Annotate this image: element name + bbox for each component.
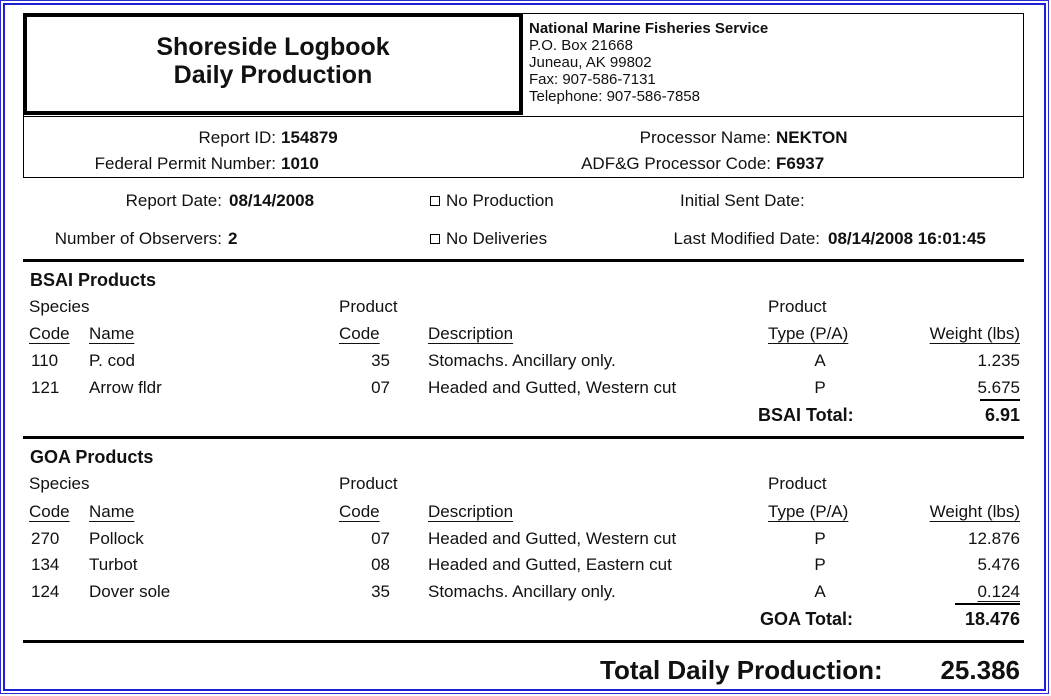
product-type: A [814, 351, 826, 370]
col-type: Type (P/A) [768, 502, 849, 521]
species-code: 121 [31, 378, 60, 397]
col-name: Name [89, 324, 135, 343]
no-deliveries-checkbox[interactable] [430, 234, 440, 244]
col-type: Type (P/A) [768, 324, 849, 343]
agency-block [529, 20, 768, 105]
species-code: 134 [31, 555, 60, 574]
col-code: Code [29, 324, 70, 343]
section-divider-bsai [23, 259, 1024, 262]
goa-total-value: 18.476 [964, 609, 1020, 629]
col-product-code: Code [339, 324, 380, 343]
col-name: Name [89, 502, 135, 521]
observers-value: 2 [228, 229, 238, 248]
report-id-label: Report ID: [198, 128, 276, 147]
bsai-total-label: BSAI Total: [758, 405, 854, 425]
product-description: Headed and Gutted, Western cut [428, 529, 677, 548]
processor-name-value: NEKTON [776, 128, 848, 147]
species-name: Dover sole [89, 582, 171, 601]
no-production-checkbox[interactable] [430, 196, 440, 206]
observers-label: Number of Observers: [54, 229, 222, 248]
title-line-1: Shoreside Logbook [156, 33, 390, 61]
title-line-2: Daily Production [173, 61, 373, 89]
bsai-total-value: 6.91 [984, 405, 1020, 425]
product-weight: 0.124 [977, 582, 1020, 601]
product-description: Stomachs. Ancillary only. [428, 351, 616, 370]
species-code: 110 [31, 351, 59, 370]
permit-label: Federal Permit Number: [94, 154, 276, 173]
agency-fax: Fax: 907-586-7131 [529, 71, 656, 88]
product-code: 35 [371, 351, 390, 370]
product-weight: 5.675 [977, 378, 1020, 397]
agency-name: National Marine Fisheries Service [529, 20, 769, 37]
processor-name-label: Processor Name: [639, 128, 771, 147]
product-code: 07 [371, 378, 390, 397]
report-id-value: 154879 [281, 128, 338, 147]
col-product: Product [339, 474, 398, 493]
title-box [23, 13, 523, 115]
product-code: 07 [371, 529, 390, 548]
col-product-code: Code [339, 502, 380, 521]
bsai-heading: BSAI Products [30, 270, 157, 290]
goa-heading: GOA Products [30, 447, 154, 467]
no-production-label: No Production [446, 191, 554, 210]
product-code: 35 [371, 582, 390, 601]
col-description: Description [428, 324, 514, 343]
col-species: Species [29, 474, 90, 493]
bsai-sum-line [980, 399, 1020, 401]
report-date-value: 08/14/2008 [229, 191, 315, 210]
col-weight: Weight (lbs) [929, 324, 1020, 343]
col-description: Description [428, 502, 514, 521]
species-name: Turbot [89, 555, 138, 574]
product-type: P [814, 555, 826, 574]
section-divider-total [23, 640, 1024, 643]
species-name: Arrow fldr [89, 378, 162, 397]
species-code: 124 [31, 582, 60, 601]
adfg-code-value: F6937 [776, 154, 825, 173]
initial-sent-label: Initial Sent Date: [680, 191, 805, 210]
adfg-code-label: ADF&G Processor Code: [581, 154, 771, 173]
header-divider [23, 116, 1024, 117]
species-code: 270 [31, 529, 60, 548]
col-product-2: Product [768, 474, 827, 493]
total-daily-production-label: Total Daily Production: [600, 655, 883, 685]
total-daily-production-value: 25.386 [940, 655, 1020, 685]
col-code: Code [29, 502, 70, 521]
agency-po-box: P.O. Box 21668 [529, 37, 633, 54]
agency-telephone: Telephone: 907-586-7858 [529, 88, 700, 105]
col-product-2: Product [768, 297, 827, 316]
no-deliveries-label: No Deliveries [446, 229, 548, 248]
product-weight: 5.476 [977, 555, 1020, 574]
last-modified-value: 08/14/2008 16:01:45 [828, 229, 986, 248]
product-type: P [814, 378, 826, 397]
col-weight: Weight (lbs) [929, 502, 1020, 521]
permit-value: 1010 [281, 154, 319, 173]
product-type: A [814, 582, 826, 601]
goa-sum-line [955, 603, 1020, 605]
col-species: Species [29, 297, 90, 316]
product-description: Headed and Gutted, Eastern cut [428, 555, 672, 574]
product-description: Stomachs. Ancillary only. [428, 582, 616, 601]
product-weight: 1.235 [977, 351, 1020, 370]
agency-city: Juneau, AK 99802 [529, 54, 652, 71]
last-modified-label: Last Modified Date: [673, 229, 820, 248]
product-type: P [814, 529, 826, 548]
no-deliveries-option[interactable] [430, 229, 547, 249]
product-weight: 12.876 [968, 529, 1020, 548]
product-description: Headed and Gutted, Western cut [428, 378, 677, 397]
species-name: P. cod [89, 351, 136, 370]
section-divider-goa [23, 436, 1024, 439]
goa-total-label: GOA Total: [760, 609, 853, 629]
species-name: Pollock [89, 529, 144, 548]
no-production-option[interactable] [430, 191, 554, 211]
col-product: Product [339, 297, 398, 316]
report-date-label: Report Date: [125, 191, 222, 210]
product-code: 08 [371, 555, 390, 574]
